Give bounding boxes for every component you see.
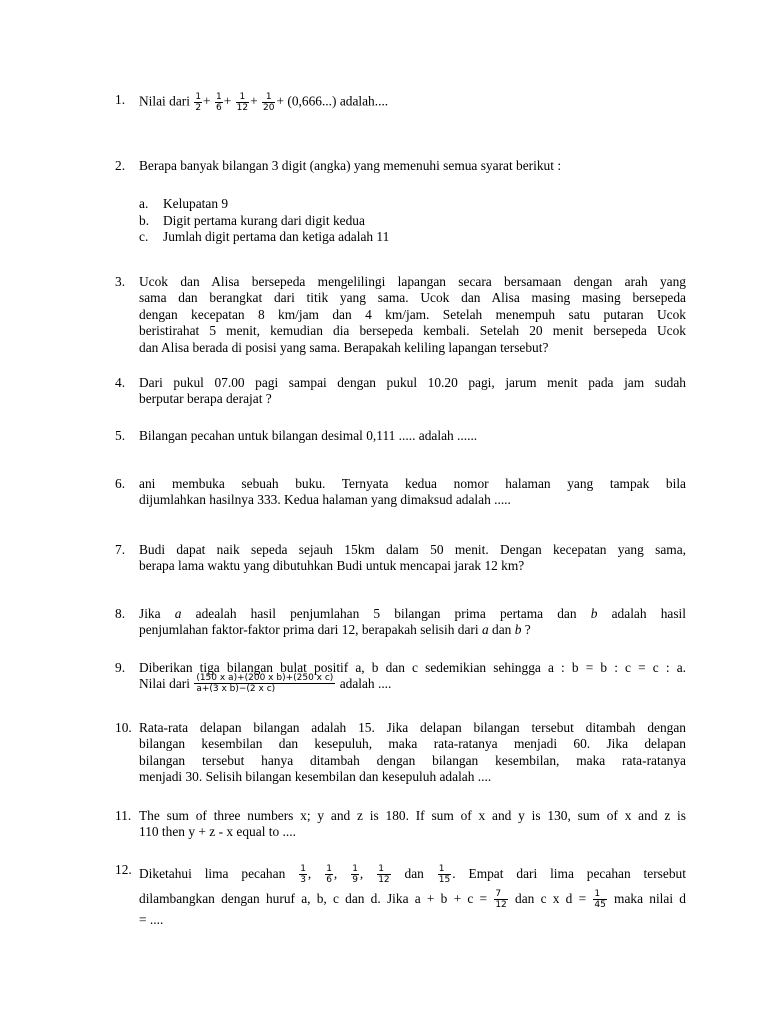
question-11 (115, 808, 686, 841)
question-number: 4. (115, 375, 126, 390)
condition-list (139, 196, 686, 245)
question-number: 12. (115, 862, 132, 877)
question-number: 5. (115, 428, 126, 443)
question-8 (115, 606, 686, 639)
fraction: $\frac{1}{20}$ (263, 92, 275, 113)
question-number: 10. (115, 720, 132, 735)
question-text: Diberikan tiga bilangan bulat positif a, b dan c sedemikian sehingga a : b = b : c = c : a. Nilai dari $\frac{\text{(150 x a)+(200 x b)+(250 x c)}}{\text{a+(3 x b)−(2 x c)}}$ adalah .... (139, 660, 686, 695)
fraction: $\frac{1}{12}$ (236, 92, 249, 113)
question-text: Dari pukul 07.00 pagi sampai dengan pukul 10.20 pagi, jarum menit pada jam sudah berputar berapa derajat ? (139, 375, 686, 407)
question-7 (115, 542, 686, 575)
question-text: Jika a adealah hasil penjumlahan 5 bilangan prima pertama dan b adalah hasil penjumlahan faktor-faktor prima dari 12, berapakah selisih dari a dan b ? (139, 606, 686, 638)
question-text: Diketahui lima pecahan $\frac{1}{3}$ , $\frac{1}{6}$ , $\frac{1}{9}$ , $\frac{1}{12}$ dan $\frac{1}{15}$ . Empat dari lima pecahan tersebut dilambangkan dengan huruf a, b, c dan d. Jika a + b + c = $\frac{7}{12}$ dan c x d = $\frac{1}{45}$ maka nilai d = .... (139, 864, 686, 927)
question-text: Nilai dari $\frac{1}{2}$ + $\frac{1}{6}$ + $\frac{1}{12}$ + $\frac{1}{20}$ + (0,666...) adalah.... (139, 92, 389, 113)
question-12 (115, 862, 686, 928)
fraction: $\frac{1}{3}$ (300, 864, 306, 886)
fraction: $\frac{1}{15}$ (438, 864, 451, 886)
question-10 (115, 720, 686, 786)
list-item: b. Digit pertama kurang dari digit kedua (139, 212, 365, 228)
question-number: 8. (115, 606, 126, 621)
question-9 (115, 660, 686, 694)
question-1 (115, 92, 686, 113)
question-number: 9. (115, 660, 126, 675)
question-text: Rata-rata delapan bilangan adalah 15. Jika delapan bilangan tersebut ditambah dengan bilangan kesembilan dan kesepuluh, maka rata-ratanya menjadi 60. Jika delapan bilangan tersebut hanya ditambah dengan bilangan kesembilan, maka rata-ratanya menjadi 30. Selisih bilangan kesembilan dan kesepuluh adalah .... (139, 720, 686, 785)
fraction: $\frac{1}{6}$ (326, 864, 332, 886)
fraction: $\frac{1}{9}$ (352, 864, 358, 886)
question-5 (115, 428, 686, 444)
question-text: Ucok dan Alisa bersepeda mengelilingi lapangan secara bersamaan dengan arah yang sama dan berangkat dari titik yang sama. Ucok dan Alisa masing masing bersepeda dengan kecepatan 8 km/jam dan 4 km/jam. Setelah menempuh satu putaran Ucok beristirahat 5 menit, kemudian dia bersepeda kembali. Setelah 20 menit bersepeda Ucok dan Alisa berada di posisi yang sama. Berapakah keliling lapangan tersebut? (139, 274, 686, 355)
question-text: Bilangan pecahan untuk bilangan desimal 0,111 ..... adalah ...... (139, 428, 478, 443)
question-text: Berapa banyak bilangan 3 digit (angka) yang memenuhi semua syarat berikut : (139, 158, 562, 173)
fraction: $\frac{1}{6}$ (215, 92, 222, 113)
fraction: $\frac{7}{12}$ (495, 889, 507, 911)
fraction: $\frac{1}{45}$ (594, 889, 606, 911)
fraction: $\frac{1}{12}$ (378, 864, 390, 886)
question-text: Budi dapat naik sepeda sejauh 15km dalam 50 menit. Dengan kecepatan yang sama, berapa lama waktu yang dibutuhkan Budi untuk mencapai jarak 12 km? (139, 542, 686, 574)
question-number: 2. (115, 158, 126, 173)
question-4 (115, 375, 686, 408)
fraction: $\frac{1}{2}$ (195, 92, 202, 113)
question-number: 1. (115, 92, 126, 107)
question-text: ani membuka sebuah buku. Ternyata kedua nomor halaman yang tampak bila dijumlahkan hasilnya 333. Kedua halaman yang dimaksud adalah ..... (139, 476, 686, 508)
question-number: 3. (115, 274, 126, 289)
question-3 (115, 274, 686, 356)
question-text: The sum of three numbers x; y and z is 180. If sum of x and y is 130, sum of x and z is 110 then y + z - x equal to .... (139, 808, 686, 840)
list-item: a. Kelupatan 9 (139, 196, 229, 212)
question-6 (115, 476, 686, 509)
fraction: $\frac{\text{(150 x a)+(200 x b)+(250 x c)}}{\text{a+(3 x b)−(2 x c)}}$ (196, 673, 334, 695)
list-item: c. Jumlah digit pertama dan ketiga adalah 11 (139, 229, 390, 245)
question-number: 6. (115, 476, 126, 491)
question-number: 7. (115, 542, 126, 557)
question-number: 11. (115, 808, 132, 823)
question-2 (115, 158, 686, 246)
